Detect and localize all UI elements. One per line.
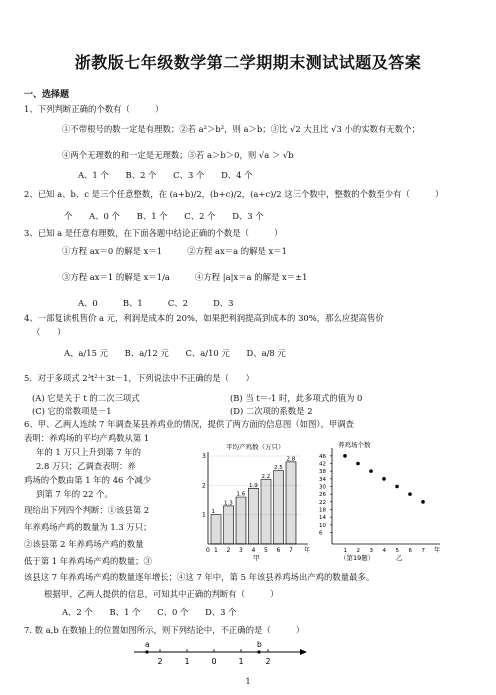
point-b: [257, 650, 260, 653]
y-tick-label: 6: [319, 530, 323, 537]
section-heading: 一、选择题: [24, 90, 70, 100]
bar-data-label: 2.2: [261, 473, 271, 480]
x-tick-label: 2: [226, 547, 231, 554]
bar: [211, 515, 221, 544]
q6-text-line: 2.8 万只；乙调查表明：养: [36, 461, 136, 471]
chart-caption: 乙: [396, 554, 403, 562]
scatter-point: [369, 469, 373, 473]
q4-options: A、a/15 元 B、a/12 元 C、a/10 元 D、a/8 元: [64, 348, 286, 358]
chart-average-output: [196, 440, 314, 562]
arrow-head-icon: [300, 649, 307, 655]
x-tick-label: 3: [239, 547, 243, 554]
x-tick-label: 6: [408, 548, 412, 554]
bar: [286, 462, 296, 544]
q6-text-line: 鸡场的个数由第 1 年的 46 个减少: [24, 475, 152, 485]
scatter-point: [421, 500, 425, 504]
q3-options: A、0 B、1 C、2 D、3: [78, 298, 234, 308]
bar: [249, 488, 259, 544]
q3-stem: 3、已知 a 是任意有理数，在下面各题中结论正确的个数是（ ）: [24, 228, 283, 238]
bar-data-label: 2.5: [274, 465, 283, 472]
bar: [274, 471, 284, 544]
q1-options: A、1 个 B、2 个 C、3 个 D、4 个: [78, 170, 253, 180]
point-b-label: b: [257, 640, 262, 649]
x-tick-label: 5: [264, 547, 268, 554]
q6-text-line: 现给出下列四个判断：①该县第 2: [24, 505, 150, 515]
number-line-tick-label: 0: [211, 657, 217, 666]
q5-option-d: (D) 二次项的系数是 2: [230, 406, 313, 416]
y-tick-label: 46: [319, 453, 326, 460]
q2-options: 个 A、0 个 B、1 个 C、2 个 D、3 个: [64, 211, 264, 221]
x-tick-label: 4: [382, 548, 386, 554]
q5-option-b: (B) 当 t＝-1 时，此多项式的值为 0: [230, 393, 363, 403]
scatter-point: [356, 462, 360, 466]
q3-line1: ①方程 ax＝0 的解是 x＝1 ②方程 ax＝a 的解是 x＝1: [62, 246, 287, 256]
q6-text-line: 该县这 7 年养鸡场产鸡的数量逐年增长；④这 7 年中，第 5 年该县养鸡场出产鸡的数量最多。: [24, 572, 375, 582]
q5-option-a: (A) 它是关于 t 的二次三项式: [32, 393, 140, 403]
origin-label: 0: [206, 547, 210, 554]
scatter-point: [382, 477, 386, 481]
y-tick-label: 2: [202, 482, 206, 490]
q2-stem: 2、已知 a、b、c 是三个任意整数，在 (a+b)/2，(b+c)/2，(a+c)/2 这三个数中，整数的个数至少有（ ）: [24, 189, 444, 199]
q4-stem: 4、一部复读机售价 a 元，利润是成本的 20%，如果把利润提高到成本的 30%，那么应提高售价: [24, 313, 384, 323]
y-tick-label: 18: [319, 507, 326, 514]
x-axis-label: 年: [304, 547, 311, 554]
x-tick-label: 1: [214, 547, 218, 554]
q6-text-line: 根据甲、乙两人提供的信息，可知其中正确的判断有（ ）: [44, 589, 279, 599]
q5-option-c: (C) 它的常数项是－1: [32, 406, 112, 416]
scatter-point: [395, 485, 399, 489]
chart-title: 养鸡场个数: [338, 441, 371, 449]
number-line-tick-label: 1: [184, 657, 190, 666]
q7-stem: 7. 数 a,b 在数轴上的位置如图所示，则下列结论中，不正确的是（ ）: [24, 625, 305, 635]
chart-caption: 甲: [253, 554, 260, 562]
q5-stem: 5．对于多项式 2³t²＋3t－1，下列说法中不正确的是（ ）: [24, 373, 255, 383]
y-tick-label: 10: [319, 522, 326, 529]
bar-data-label: 2.8: [286, 456, 296, 463]
number-line-tick-label: 2: [265, 657, 271, 666]
scatter-point: [343, 454, 347, 458]
bar-data-label: 1.3: [224, 500, 233, 507]
x-tick-label: 7: [289, 547, 293, 554]
chart-title: 平均产鸡数（万只）: [226, 443, 285, 451]
number-line-tick-label: 1: [238, 657, 244, 666]
q6-text-line: 表明：养鸡场的平均产鸡数从第 1: [24, 433, 150, 443]
y-tick-label: 30: [319, 484, 326, 491]
number-line-tick-label: 2: [157, 657, 163, 666]
bar-data-label: 1: [211, 509, 215, 516]
page-number: 1: [245, 677, 251, 686]
bar-data-label: 1.6: [236, 491, 246, 498]
y-tick-label: 22: [319, 499, 326, 506]
y-tick-label: 14: [319, 515, 326, 522]
y-tick-label: 1: [202, 511, 206, 519]
x-tick-label: 7: [421, 548, 425, 554]
bar: [261, 479, 271, 544]
y-tick-label: 3: [202, 453, 206, 460]
bar: [224, 506, 234, 544]
q6-options: A、2 个 B、1 个 C、0 个 D、3 个: [62, 607, 237, 617]
q6-text-line: 年的 1 万只上升到第 7 年的: [36, 447, 142, 457]
x-tick-label: 3: [369, 548, 373, 554]
chart-farm-count: [318, 440, 450, 562]
q6-text-line: 到第 7 年的 22 个。: [36, 489, 113, 499]
point-a: [145, 650, 148, 653]
y-tick-label: 38: [319, 469, 326, 476]
y-tick-label: 26: [319, 492, 326, 499]
point-a-label: a: [145, 640, 150, 649]
q1-stem: 1、下列判断正确的个数有（ ）: [24, 104, 164, 114]
q6-text-line: 年养鸡场产鸡的数量为 1.3 万只；: [24, 522, 152, 532]
q3-line2: ③方程 ax＝1 的解是 x＝1/a ④方程 |a|x＝a 的解是 x＝±1: [62, 272, 308, 282]
x-axis-label: 年: [434, 547, 441, 554]
x-tick-label: 1: [343, 548, 347, 554]
bar: [236, 497, 246, 544]
x-tick-label: 5: [395, 548, 399, 554]
q1-line2: ④两个无理数的和一定是无理数；⑤若 a＞b＞0，则 √a ＞ √b: [62, 150, 294, 160]
x-tick-label: 2: [356, 548, 360, 554]
x-tick-label: 6: [276, 547, 281, 554]
x-tick-label: 4: [251, 547, 256, 554]
y-tick-label: 34: [319, 476, 326, 483]
document-title: 浙教版七年级数学第二学期期末测试试题及答案: [74, 53, 422, 72]
q1-line1: ①不带根号的数一定是有理数；②若 a²＞b²，则 a＞b；③比 √2 大且比 √3 小的实数有无数个；: [62, 124, 420, 134]
q6-text-line: 低于第 1 年养鸡场产鸡的数量；③: [24, 556, 152, 566]
number-line-figure: [130, 638, 310, 672]
q6-stem: 6、甲、乙两人连续 7 年调查某县养鸡业的情况，提供了两方面的信息图（如图）。甲调查: [24, 419, 355, 429]
bar-data-label: 1.9: [249, 482, 258, 489]
q4-stem2: （ ）: [32, 327, 66, 337]
y-tick-label: 42: [319, 461, 326, 468]
figure-caption: （第19题）: [340, 554, 375, 562]
q6-text-line: ②该县第 2 年养鸡场产鸡的数量: [24, 539, 144, 549]
scatter-point: [408, 492, 412, 496]
